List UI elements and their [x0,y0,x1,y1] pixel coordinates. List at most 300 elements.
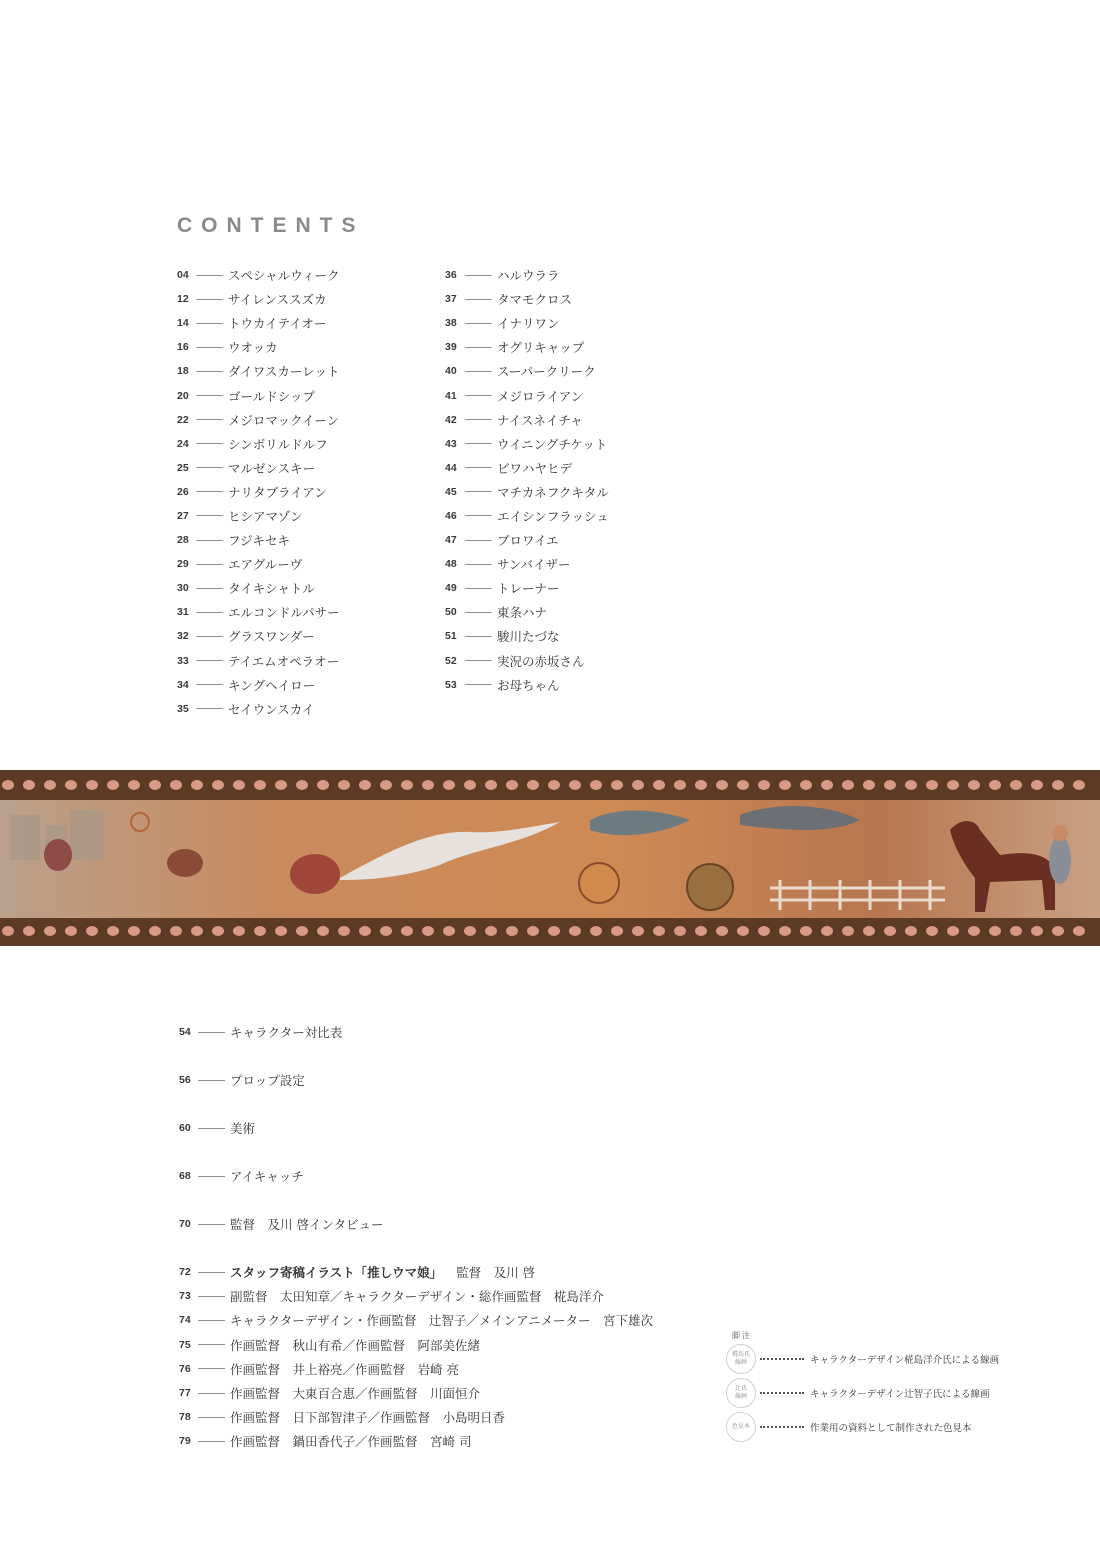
border-dot [569,780,581,790]
entry-label: ナイスネイチャ [497,412,583,428]
entry-label: ヒシアマゾン [228,508,303,524]
border-dot [107,926,119,936]
entry-label: ブロワイエ [497,533,559,549]
toc-entry[interactable] [179,1381,653,1405]
leader-line [465,347,492,348]
border-dot [905,926,917,936]
border-dot [653,780,665,790]
leader-line [196,588,223,589]
border-dot [527,926,539,936]
leader-line [465,515,492,516]
border-dot [968,780,980,790]
border-dot [23,780,35,790]
toc-lower [179,1008,653,1454]
toc-entry[interactable] [177,432,340,456]
border-dot [800,780,812,790]
staff-illust-credit: 監督 及川 啓 [456,1265,536,1281]
border-dot [800,926,812,936]
border-dot [65,780,77,790]
toc-entry[interactable] [177,287,340,311]
border-dot [191,780,203,790]
leader-line [198,1128,225,1129]
staff-illust-title: スタッフ寄稿イラスト「推しウマ娘」 [230,1265,443,1281]
footnote-item [726,1343,999,1375]
border-dot [989,780,1001,790]
entry-label: スペシャルウィーク [228,268,340,284]
border-dot [86,780,98,790]
leader-line [465,443,492,444]
border-dot [65,926,77,936]
border-dot [947,926,959,936]
toc-entry[interactable] [445,456,609,480]
lineart-badge-icon: 辻氏 線画 [726,1378,756,1408]
border-dot [611,926,623,936]
border-dot [338,780,350,790]
toc-entry[interactable] [177,504,340,528]
border-dot [590,780,602,790]
page-number: 77 [179,1387,191,1400]
border-dot [401,926,413,936]
entry-label: 監督 及川 啓インタビュー [230,1217,384,1232]
border-dot [170,780,182,790]
border-dot [632,780,644,790]
leader-line [198,1176,225,1177]
entry-label: テイエムオペラオー [228,653,340,669]
entry-label: 東条ハナ [497,605,548,621]
illustration-art [0,770,1100,946]
page-number: 22 [177,413,189,426]
page-number: 53 [445,678,457,691]
entry-label: トレーナー [497,581,560,597]
toc-entry[interactable] [445,359,609,383]
leader-line [465,588,492,589]
border-dot [590,926,602,936]
entry-label: プロップ設定 [230,1073,305,1088]
leader-line [198,1224,225,1225]
dotted-leader [760,1392,804,1394]
leader-line [198,1393,225,1394]
toc-entry[interactable] [177,624,340,648]
border-dot [2,780,14,790]
border-dot [1031,780,1043,790]
toc-entry[interactable] [445,311,609,335]
toc-entry[interactable] [445,600,609,624]
border-dot [569,926,581,936]
entry-label: お母ちゃん [497,677,560,693]
toc-entry[interactable] [177,600,340,624]
footnote-item [726,1411,999,1443]
entry-label: エルコンドルパサー [228,605,340,621]
border-dot [338,926,350,936]
page-number: 20 [177,389,189,402]
border-dot [884,780,896,790]
entry-label: セイウンスカイ [228,701,315,717]
leader-line [196,467,223,468]
page-number: 54 [179,1026,191,1038]
entry-label: メジロライアン [497,388,584,404]
border-dot [926,780,938,790]
page-number: 16 [177,341,189,354]
leader-line [465,684,492,685]
entry-label: エアグルーヴ [228,557,303,573]
border-dot [1010,926,1022,936]
border-dot [674,780,686,790]
border-dot [317,926,329,936]
border-dot [905,780,917,790]
entry-label: ウイニングチケット [497,436,608,452]
toc-entry[interactable] [445,504,609,528]
page-number: 72 [179,1266,191,1279]
page-number: 14 [177,317,189,330]
footnote-item [726,1377,999,1409]
border-dot [149,926,161,936]
entry-label: サイレンススズカ [228,292,327,308]
color-sample-badge-icon: 色見本 [726,1412,756,1442]
toc-entry[interactable] [177,311,340,335]
toc-entry[interactable] [177,359,340,383]
border-dot [443,780,455,790]
entry-label: マチカネフクキタル [497,484,609,500]
border-dot [926,926,938,936]
entry-label: ゴールドシップ [228,388,316,404]
leader-line [196,371,223,372]
toc-entry[interactable] [445,383,609,407]
toc-entry[interactable] [445,552,609,576]
leader-line [198,1368,225,1369]
toc-entry[interactable] [179,1260,653,1284]
leader-line [198,1080,225,1081]
leader-line [198,1272,225,1273]
toc-entry[interactable] [445,335,609,359]
border-dot [317,780,329,790]
page-number: 12 [177,293,189,306]
toc-entry[interactable] [177,456,340,480]
border-dot [359,926,371,936]
page-number: 29 [177,558,189,571]
border-dot [863,780,875,790]
entry-label: 実況の赤坂さん [497,653,585,669]
leader-line [196,660,223,661]
entry-label: タイキシャトル [228,581,315,597]
border-dot [716,780,728,790]
border-dot [296,926,308,936]
border-dot [44,780,56,790]
leader-line [196,684,223,685]
leader-line [465,564,492,565]
page-number: 26 [177,485,189,498]
border-dot [716,926,728,936]
entry-label: 作画監督 秋山有希／作画監督 阿部美佐緒 [230,1337,481,1353]
leader-line [465,540,492,541]
toc-entry[interactable] [445,649,609,673]
entry-label: メジロマックイーン [228,412,340,428]
border-dot [989,926,1001,936]
page-number: 25 [177,461,189,474]
page-number: 33 [177,654,189,667]
entry-label: エイシンフラッシュ [497,508,609,524]
entry-label: ハルウララ [497,268,560,284]
border-dot [758,780,770,790]
toc-entry[interactable] [445,287,609,311]
border-dot [233,780,245,790]
page-number: 34 [177,678,189,691]
toc-entry[interactable] [179,1200,653,1248]
border-dot [1052,780,1064,790]
page-number: 38 [445,317,457,330]
border-dot [464,780,476,790]
leader-line [196,540,223,541]
border-dot [779,780,791,790]
page-number: 39 [445,341,457,354]
page-number: 70 [179,1218,191,1230]
border-dot [968,926,980,936]
page-number: 75 [179,1338,191,1351]
page-number: 51 [445,630,457,643]
page-number: 32 [177,630,189,643]
entry-label: キャラクター対比表 [230,1025,343,1040]
toc-entry[interactable] [179,1056,653,1104]
leader-line [196,612,223,613]
border-dot [737,926,749,936]
page-number: 30 [177,582,189,595]
toc-entry[interactable] [179,1405,653,1429]
page-number: 73 [179,1290,191,1303]
border-dot [380,926,392,936]
border-dot [44,926,56,936]
border-dot [86,926,98,936]
leader-line [465,419,492,420]
border-dot [422,926,434,936]
entry-label: オグリキャップ [497,340,585,356]
entry-label: タマモクロス [497,292,573,308]
toc-entry[interactable] [177,528,340,552]
leader-line [196,443,223,444]
leader-line [465,371,492,372]
border-dot [275,926,287,936]
toc-entry[interactable] [445,480,609,504]
leader-line [465,491,492,492]
border-dot [737,780,749,790]
entry-label: アイキャッチ [230,1169,304,1184]
page-number: 18 [177,365,189,378]
border-dot [359,780,371,790]
toc-entry[interactable] [177,552,340,576]
page-number: 56 [179,1074,191,1086]
border-dot [842,780,854,790]
page-number: 49 [445,582,457,595]
entry-label: 作画監督 井上裕亮／作画監督 岩崎 亮 [230,1361,459,1377]
entry-label: シンボリルドルフ [228,436,328,452]
entry-label: トウカイテイオー [228,316,327,332]
page-number: 36 [445,269,457,282]
leader-line [196,515,223,516]
page-number: 27 [177,509,189,522]
toc-entry[interactable] [177,408,340,432]
leader-line [198,1344,225,1345]
leader-line [465,299,492,300]
border-dot [422,780,434,790]
border-dot [191,926,203,936]
page-number: 48 [445,558,457,571]
footnote-legend [726,1330,999,1443]
border-dot [506,780,518,790]
border-dot [254,780,266,790]
page-number: 44 [445,461,457,474]
toc-entry[interactable] [177,335,340,359]
leader-line [198,1417,225,1418]
border-dot [107,780,119,790]
leader-line [465,636,492,637]
toc-entry[interactable] [177,697,340,721]
toc-entry[interactable] [177,480,340,504]
footnote-text: キャラクターデザイン椛島洋介氏による線画 [810,1355,1000,1366]
page-number: 79 [179,1435,191,1448]
border-dot [506,926,518,936]
page-number: 47 [445,534,457,547]
toc-entry[interactable] [445,263,609,287]
border-dot [128,926,140,936]
leader-line [196,636,223,637]
toc-entry[interactable] [177,649,340,673]
entry-label: 駿川たづな [497,629,560,645]
leader-line [198,1032,225,1033]
page-number: 43 [445,437,457,450]
toc-entry[interactable] [179,1008,653,1056]
toc-entry[interactable] [445,528,609,552]
leader-line [465,275,492,276]
entry-label: マルゼンスキー [228,460,316,476]
page-number: 78 [179,1411,191,1424]
border-dot [464,926,476,936]
border-dot [863,926,875,936]
illustration-band [0,770,1100,946]
page-number: 31 [177,606,189,619]
page-number: 40 [445,365,457,378]
toc-entry[interactable] [177,383,340,407]
leader-line [198,1320,225,1321]
border-dot [779,926,791,936]
entry-label: 作画監督 大東百合恵／作画監督 川面恒介 [230,1386,481,1402]
toc-entry[interactable] [445,408,609,432]
leader-line [465,395,492,396]
page-number: 52 [445,654,457,667]
page-number: 74 [179,1314,191,1327]
entry-label: ウオッカ [228,340,278,356]
border-dot [674,926,686,936]
border-dot [212,926,224,936]
border-dot [128,780,140,790]
entry-label: キャラクターデザイン・作画監督 辻智子／メインアニメーター 宮下雄次 [230,1313,654,1329]
page-number: 04 [177,269,189,282]
border-dot [296,780,308,790]
contents-title: CONTENTS [177,214,365,237]
border-dot [1073,780,1085,790]
border-dot [1031,926,1043,936]
toc-entry[interactable] [179,1357,653,1381]
border-dot [527,780,539,790]
border-dot [212,780,224,790]
border-dot [695,926,707,936]
leader-line [198,1296,225,1297]
border-dot [485,926,497,936]
leader-line [465,612,492,613]
page-number: 41 [445,389,457,402]
leader-line [465,323,492,324]
toc-entry[interactable] [179,1284,653,1308]
entry-label: サンバイザー [497,557,571,573]
entry-label: ビワハヤヒデ [497,460,573,476]
border-dot [254,926,266,936]
toc-column-2 [445,263,609,697]
border-dot [380,780,392,790]
toc-entry[interactable] [179,1308,653,1332]
border-dot [1052,926,1064,936]
leader-line [196,323,223,324]
toc-entry[interactable] [445,576,609,600]
border-dot [443,926,455,936]
toc-entry[interactable] [445,673,609,697]
page-number: 37 [445,293,457,306]
dotted-leader [760,1426,804,1428]
toc-entry[interactable] [179,1333,653,1357]
page-number: 42 [445,413,457,426]
toc-entry[interactable] [177,673,340,697]
border-dot [2,926,14,936]
lineart-badge-icon: 椛島氏 線画 [726,1344,756,1374]
border-dot [149,780,161,790]
toc-entry[interactable] [445,432,609,456]
toc-entry[interactable] [445,624,609,648]
border-dot [884,926,896,936]
entry-label: キングヘイロー [228,677,316,693]
leader-line [196,395,223,396]
border-dot [842,926,854,936]
border-dot [695,780,707,790]
toc-column-1 [177,263,340,721]
entry-label: フジキセキ [228,533,291,549]
border-dot [275,780,287,790]
leader-line [196,275,223,276]
leader-line [196,347,223,348]
toc-entry[interactable] [177,263,340,287]
page-number: 24 [177,437,189,450]
border-dot [821,926,833,936]
footnote-text: 作業用の資料として制作された色見本 [810,1423,972,1434]
footnote-heading: 脚注 [732,1331,752,1340]
leader-line [196,708,223,709]
page-number: 60 [179,1122,191,1134]
toc-entry[interactable] [177,576,340,600]
page-number: 35 [177,702,189,715]
border-dot [170,926,182,936]
leader-line [198,1441,225,1442]
leader-line [465,660,492,661]
entry-label: 作画監督 日下部智津子／作画監督 小島明日香 [230,1410,506,1426]
entry-label: 美術 [230,1121,256,1136]
entry-label: 副監督 太田知章／キャラクターデザイン・総作画監督 椛島洋介 [230,1289,604,1305]
border-dot [947,780,959,790]
border-dot [233,926,245,936]
border-dot [548,926,560,936]
border-dot [653,926,665,936]
toc-entry[interactable] [179,1104,653,1152]
toc-entry[interactable] [179,1152,653,1200]
toc-entry[interactable] [179,1429,653,1453]
footnote-text: キャラクターデザイン辻智子氏による線画 [810,1389,990,1400]
leader-line [196,491,223,492]
leader-line [196,564,223,565]
entry-label: グラスワンダー [228,629,315,645]
